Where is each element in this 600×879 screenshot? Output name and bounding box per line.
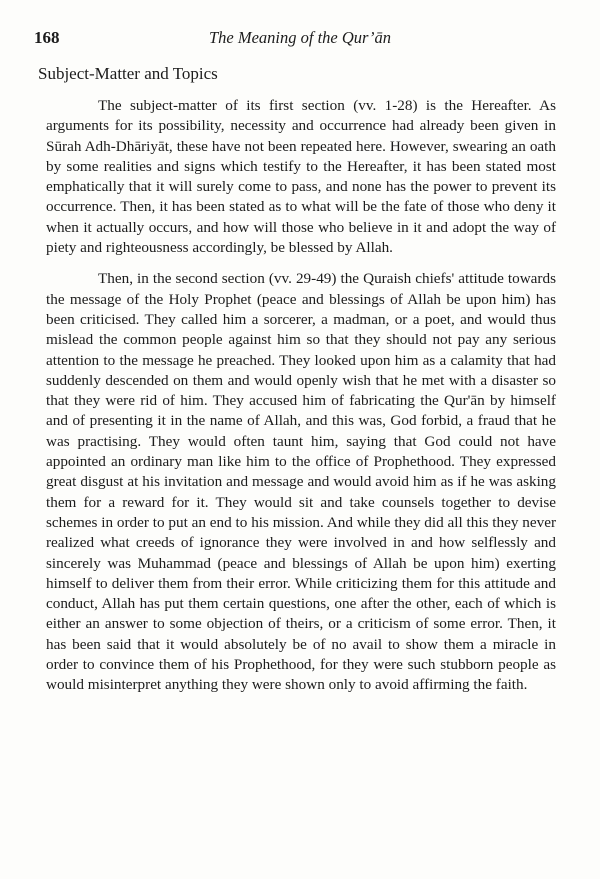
paragraph-2: Then, in the second section (vv. 29-49) the Quraish chiefs' attitude towards the message of the Holy Prophet (peace and blessings of Allah be upon him) has been criticised. They called him a sorcerer, a madman, or a poet, and would thus mislead the common people against him so that they should not pay any serious attention to the message he preached. They looked upon him as a calamity that had suddenly descended on them and would openly wish that he met with a disaster so that they were rid of him. They accused him of fabricating the Qur'ān by himself and of presenting it in the name of Allah, and this was, God forbid, a fraud that he was practising. They would often taunt him, saying that God could not have appointed an ordinary man like him to the office of Prophethood. They expressed great disgust at his invitation and message and would avoid him as if he was asking them for a reward for it. They would sit and take counsels together to devise schemes in order to put an end to his mission. And while they did all this they never realized what creeds of ignorance they were involved in and how selflessly and sincerely was Muhammad (peace and blessings of Allah be upon him) exerting himself to deliver them from their error. While criticizing them for this attitude and conduct, Allah has put them certain questions, one after the other, each of which is either an answer to some objection of theirs, or a criticism of some error. Then, it has been said that it would absolutely be of no avail to show them a miracle in order to convince them of his Prophethood, for they were such stubborn people as would misinterpret anything they were shown only to avoid affirming the faith. [46, 270, 556, 694]
running-title: The Meaning of the Qur’ān [208, 28, 392, 47]
body-text [46, 96, 556, 707]
page-number: 168 [34, 28, 60, 47]
page-header [34, 28, 566, 52]
paragraph-1: The subject-matter of its first section (vv. 1-28) is the Hereafter. As arguments for its possibility, necessity and occurrence had already been given in Sūrah Adh-Dhāriyāt, these have not been repeated here. However, swearing an oath by some realities and signs which testify to the Hereafter, it has been stated most emphatically that it will surely come to pass, and none has the power to prevent its occurrence. Then, it has been stated as to what will be the fate of those who deny it when it actually occurs, and how will those who believe in it and adopt the way of piety and righteousness accordingly, be blessed by Allah. [46, 97, 556, 257]
section-heading: Subject-Matter and Topics [38, 64, 218, 83]
